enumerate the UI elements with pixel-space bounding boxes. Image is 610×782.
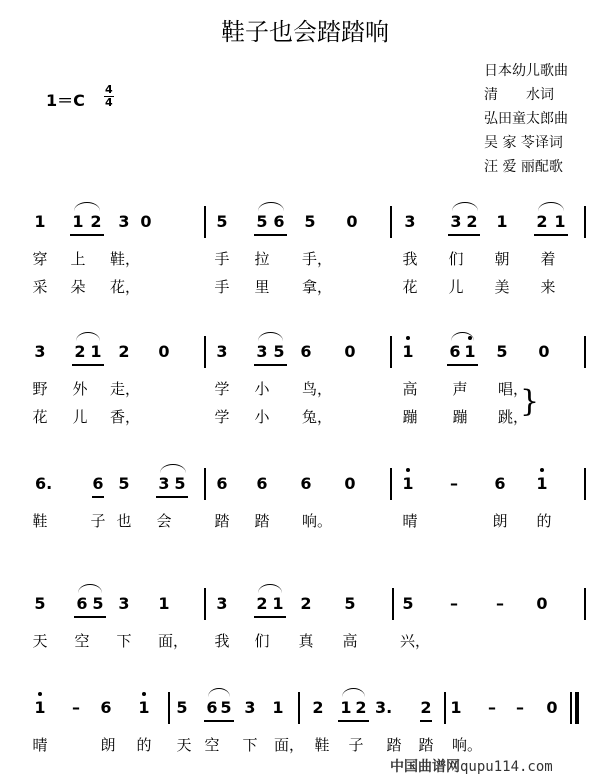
lyric-word: 走， <box>110 380 141 398</box>
barline <box>168 692 170 724</box>
note: 0 <box>538 342 550 361</box>
credit-composer: 弘田童太郎曲 <box>484 111 568 127</box>
barline <box>390 206 392 238</box>
note: 6 <box>273 212 285 231</box>
note: 0 <box>140 212 152 231</box>
note: 5 <box>273 342 285 361</box>
lyric-word: 鸟， <box>302 380 333 398</box>
note: 5 <box>220 698 232 717</box>
lyric-word: 面， <box>274 736 305 754</box>
note: 1 <box>90 342 102 361</box>
lyric-word: 学 <box>214 408 230 426</box>
note: 3 <box>118 212 130 231</box>
note: 5 <box>174 474 186 493</box>
note: 1 <box>72 212 84 231</box>
time-top: 4 <box>105 83 113 96</box>
note: 1 <box>401 474 415 493</box>
note: 5 <box>176 698 188 717</box>
lyric-word: 我 <box>402 250 418 268</box>
lyric-word: 拿， <box>302 278 333 296</box>
song-title: 鞋子也会踏踏响 <box>221 18 389 46</box>
note: 3 <box>216 594 228 613</box>
lyric-word: 采 <box>32 278 48 296</box>
note: 5 <box>256 212 268 231</box>
lyric-word: 们 <box>254 632 270 650</box>
lyric-word: 穿 <box>32 250 48 268</box>
lyric-word: 真 <box>298 632 314 650</box>
slur-mark <box>76 332 100 341</box>
lyric-word: 蹦 <box>402 408 418 426</box>
slur-mark <box>342 688 365 697</box>
note: 0 <box>158 342 170 361</box>
note: 6 <box>206 698 218 717</box>
note: 2 <box>466 212 478 231</box>
lyric-word: 蹦 <box>452 408 468 426</box>
note: 3 <box>216 342 228 361</box>
note: 0 <box>344 474 356 493</box>
lyric-word: 香， <box>110 408 141 426</box>
note: 1 <box>158 594 170 613</box>
beam-underline <box>70 234 104 236</box>
note: – <box>72 698 80 717</box>
lyric-word: 里 <box>254 278 270 296</box>
lyric-word: 的 <box>136 736 152 754</box>
lyric-word: 下 <box>242 736 258 754</box>
octave-dot <box>142 692 146 696</box>
barline <box>584 588 586 620</box>
slur-mark <box>78 584 102 593</box>
note: 3 <box>404 212 416 231</box>
note: 3 <box>158 474 170 493</box>
barline <box>204 588 206 620</box>
octave-dot <box>540 468 544 472</box>
slur-mark <box>452 202 478 211</box>
lyric-word: 会 <box>156 512 172 530</box>
watermark <box>390 756 553 776</box>
lyric-word: 空 <box>74 632 90 650</box>
octave-dot <box>38 692 42 696</box>
barline <box>584 336 586 368</box>
note: 1 <box>401 342 415 361</box>
beam-underline <box>448 234 480 236</box>
lyric-word: 空 <box>204 736 220 754</box>
barline <box>444 692 446 724</box>
slur-mark <box>74 202 100 211</box>
lyric-word: 朗 <box>492 512 508 530</box>
barline <box>390 468 392 500</box>
note: – <box>450 594 458 613</box>
lyric-word: 手， <box>302 250 333 268</box>
note: 5 <box>402 594 414 613</box>
note: 2 <box>90 212 102 231</box>
lyric-word: 面， <box>158 632 189 650</box>
lyric-word: 小 <box>254 380 270 398</box>
slur-mark <box>208 688 230 697</box>
note: – <box>496 594 504 613</box>
note: 3 <box>244 698 256 717</box>
lyric-word: 鞋 <box>32 512 48 530</box>
lyric-word: 子 <box>90 512 106 530</box>
note: 1 <box>137 698 151 717</box>
barline <box>298 692 300 724</box>
note: 1 <box>34 212 46 231</box>
slur-mark <box>258 332 283 341</box>
lyric-word: 天 <box>32 632 48 650</box>
beam-underline <box>72 364 104 366</box>
note: 1 <box>496 212 508 231</box>
barline <box>204 468 206 500</box>
brace-mark: } <box>520 384 540 419</box>
lyric-word: 响。 <box>452 736 483 754</box>
note: 2 <box>74 342 86 361</box>
barline <box>204 336 206 368</box>
note: – <box>450 474 458 493</box>
final-barline-thin <box>570 692 572 724</box>
time-signature <box>104 84 114 109</box>
lyric-word: 兔， <box>302 408 333 426</box>
note: 2 <box>300 594 312 613</box>
lyric-word: 踏 <box>214 512 230 530</box>
note: 2 <box>312 698 324 717</box>
lyric-word: 跳， <box>498 408 529 426</box>
lyric-word: 声 <box>452 380 468 398</box>
lyric-word: 小 <box>254 408 270 426</box>
lyric-word: 朗 <box>100 736 116 754</box>
lyric-word: 也 <box>116 512 132 530</box>
note: 1 <box>33 698 47 717</box>
watermark-cn: 中国曲谱网 <box>390 759 460 775</box>
lyric-word: 手 <box>214 250 230 268</box>
note: 5 <box>92 594 104 613</box>
barline <box>390 336 392 368</box>
barline <box>584 206 586 238</box>
beam-underline <box>254 234 287 236</box>
lyric-word: 天 <box>176 736 192 754</box>
lyric-word: 着 <box>540 250 556 268</box>
lyric-word: 响。 <box>302 512 333 530</box>
beam-underline <box>254 364 287 366</box>
lyric-word: 上 <box>70 250 86 268</box>
lyric-word: 鞋， <box>110 250 141 268</box>
lyric-word: 们 <box>448 250 464 268</box>
beam-underline <box>254 616 286 618</box>
barline <box>584 468 586 500</box>
note: 3 <box>256 342 268 361</box>
note: 1 <box>554 212 566 231</box>
lyric-word: 美 <box>494 278 510 296</box>
credit-arranger: 汪 爱 丽配歌 <box>484 159 563 175</box>
lyric-word: 手 <box>214 278 230 296</box>
note: 0 <box>546 698 558 717</box>
note: 6 <box>494 474 506 493</box>
lyric-word: 晴 <box>402 512 418 530</box>
beam-underline <box>92 496 104 498</box>
octave-dot <box>406 468 410 472</box>
barline <box>204 206 206 238</box>
lyric-word: 学 <box>214 380 230 398</box>
note: 2 <box>256 594 268 613</box>
note: 6 <box>256 474 268 493</box>
beam-underline <box>420 720 432 722</box>
lyric-word: 朵 <box>70 278 86 296</box>
lyric-word: 外 <box>72 380 88 398</box>
watermark-url: qupu114.com <box>460 759 553 775</box>
lyric-word: 踏 <box>418 736 434 754</box>
note: 6 <box>449 342 461 361</box>
lyric-word: 踏 <box>386 736 402 754</box>
note: 6 <box>300 342 312 361</box>
barline <box>392 588 394 620</box>
lyric-word: 来 <box>540 278 556 296</box>
note: 6 <box>76 594 88 613</box>
note: 3 <box>34 342 46 361</box>
lyric-word: 子 <box>348 736 364 754</box>
note: 6. <box>35 474 53 493</box>
lyric-word: 野 <box>32 380 48 398</box>
slur-mark <box>258 584 282 593</box>
note: 5 <box>304 212 316 231</box>
lyric-word: 鞋 <box>314 736 330 754</box>
lyric-word: 儿 <box>72 408 88 426</box>
note: 2 <box>536 212 548 231</box>
final-barline-thick <box>575 692 579 724</box>
lyric-word: 花， <box>110 278 141 296</box>
beam-underline <box>534 234 568 236</box>
lyric-word: 踏 <box>254 512 270 530</box>
credit-lyricist: 清 水词 <box>484 87 554 103</box>
lyric-word: 我 <box>214 632 230 650</box>
note: 6 <box>100 698 112 717</box>
beam-underline <box>338 720 369 722</box>
lyric-word: 儿 <box>448 278 464 296</box>
note: 3. <box>375 698 393 717</box>
note: 1 <box>272 698 284 717</box>
note: 0 <box>536 594 548 613</box>
note: 1 <box>340 698 352 717</box>
note: 2 <box>118 342 130 361</box>
slur-mark <box>258 202 284 211</box>
lyric-word: 高 <box>402 380 418 398</box>
note: 1 <box>450 698 462 717</box>
time-bottom: 4 <box>105 96 113 109</box>
note: – <box>516 698 524 717</box>
note: 3 <box>450 212 462 231</box>
beam-underline <box>204 720 234 722</box>
lyric-word: 唱， <box>498 380 529 398</box>
note: 6 <box>92 474 104 493</box>
note: 5 <box>34 594 46 613</box>
beam-underline <box>156 496 188 498</box>
lyric-word: 兴， <box>400 632 431 650</box>
lyric-word: 拉 <box>254 250 270 268</box>
credit-translator: 吴 家 苓译词 <box>484 135 563 151</box>
key-signature: 1＝C <box>46 91 85 110</box>
lyric-word: 高 <box>342 632 358 650</box>
note: 5 <box>118 474 130 493</box>
note: 6 <box>216 474 228 493</box>
note: 2 <box>420 698 432 717</box>
note: 3 <box>118 594 130 613</box>
note: – <box>488 698 496 717</box>
lyric-word: 的 <box>536 512 552 530</box>
beam-underline <box>447 364 478 366</box>
lyric-word: 晴 <box>32 736 48 754</box>
beam-underline <box>74 616 106 618</box>
note: 6 <box>300 474 312 493</box>
lyric-word: 下 <box>116 632 132 650</box>
note: 5 <box>344 594 356 613</box>
lyric-word: 朝 <box>494 250 510 268</box>
lyric-word: 花 <box>32 408 48 426</box>
note: 1 <box>463 342 477 361</box>
note: 1 <box>272 594 284 613</box>
slur-mark <box>451 332 474 341</box>
note: 0 <box>346 212 358 231</box>
note: 5 <box>216 212 228 231</box>
note: 0 <box>344 342 356 361</box>
credit-origin: 日本幼儿歌曲 <box>484 63 568 79</box>
slur-mark <box>160 464 186 473</box>
lyric-word: 花 <box>402 278 418 296</box>
note: 1 <box>535 474 549 493</box>
octave-dot <box>406 336 410 340</box>
slur-mark <box>538 202 564 211</box>
note: 5 <box>496 342 508 361</box>
note: 2 <box>355 698 367 717</box>
